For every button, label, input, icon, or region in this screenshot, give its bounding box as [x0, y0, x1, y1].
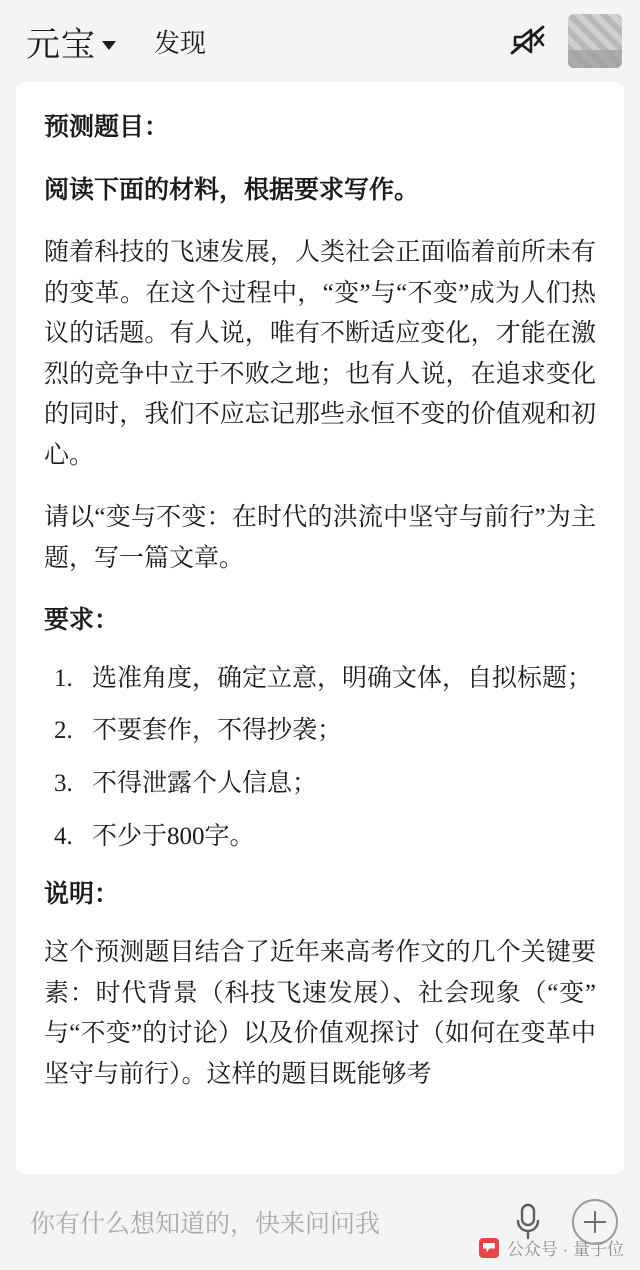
message-explanation: 这个预测题目结合了近年来高考作文的几个关键要素：时代背景（科技飞速发展）、社会现象（“变”与“不变”的讨论）以及价值观探讨（如何在变革中坚守与前行）。这样的题目既能够考	[44, 939, 596, 1088]
list-item: 不得泄露个人信息；	[92, 770, 318, 797]
tab-discover[interactable]: 发现	[154, 28, 207, 58]
chat-area	[0, 82, 640, 1174]
app-header	[0, 0, 640, 82]
list-item: 不要套作，不得抄袭；	[92, 717, 343, 745]
chat-input[interactable]: 你有什么想知道的，快来问问我	[30, 1211, 381, 1238]
requirements-title: 要求：	[44, 607, 120, 634]
wechat-official-account-icon	[479, 1238, 499, 1258]
watermark-text: 公众号 · 量子位	[506, 1240, 624, 1259]
message-title: 预测题目：	[44, 114, 170, 141]
list-item: 选准角度，确定立意，明确文体，自拟标题；	[92, 664, 593, 692]
speaker-mute-icon[interactable]	[504, 18, 550, 64]
chevron-down-icon[interactable]	[102, 41, 116, 50]
message-material: 随着科技的飞速发展，人类社会正面临着前所未有的变革。在这个过程中，“变”与“不变”成为人们热议的话题。有人说，唯有不断适应变化，才能在激烈的竞争中立于不败之地；也有人说，在追求变化的同时，我们不应忘记那些永恒不变的价值观和初心。	[44, 239, 596, 469]
explanation-title: 说明：	[44, 880, 120, 908]
message-prompt: 请以“变与不变：在时代的洪流中坚守与前行”为主题，写一篇文章。	[44, 504, 596, 572]
requirements-list	[44, 660, 596, 857]
brand-switcher[interactable]	[26, 17, 116, 66]
watermark	[479, 1235, 624, 1260]
brand-title: 元宝	[26, 26, 96, 64]
list-item: 不少于800字。	[92, 822, 255, 850]
avatar[interactable]	[568, 14, 622, 68]
message-instruction: 阅读下面的材料，根据要求写作。	[44, 176, 420, 204]
assistant-message-card	[16, 82, 624, 1174]
